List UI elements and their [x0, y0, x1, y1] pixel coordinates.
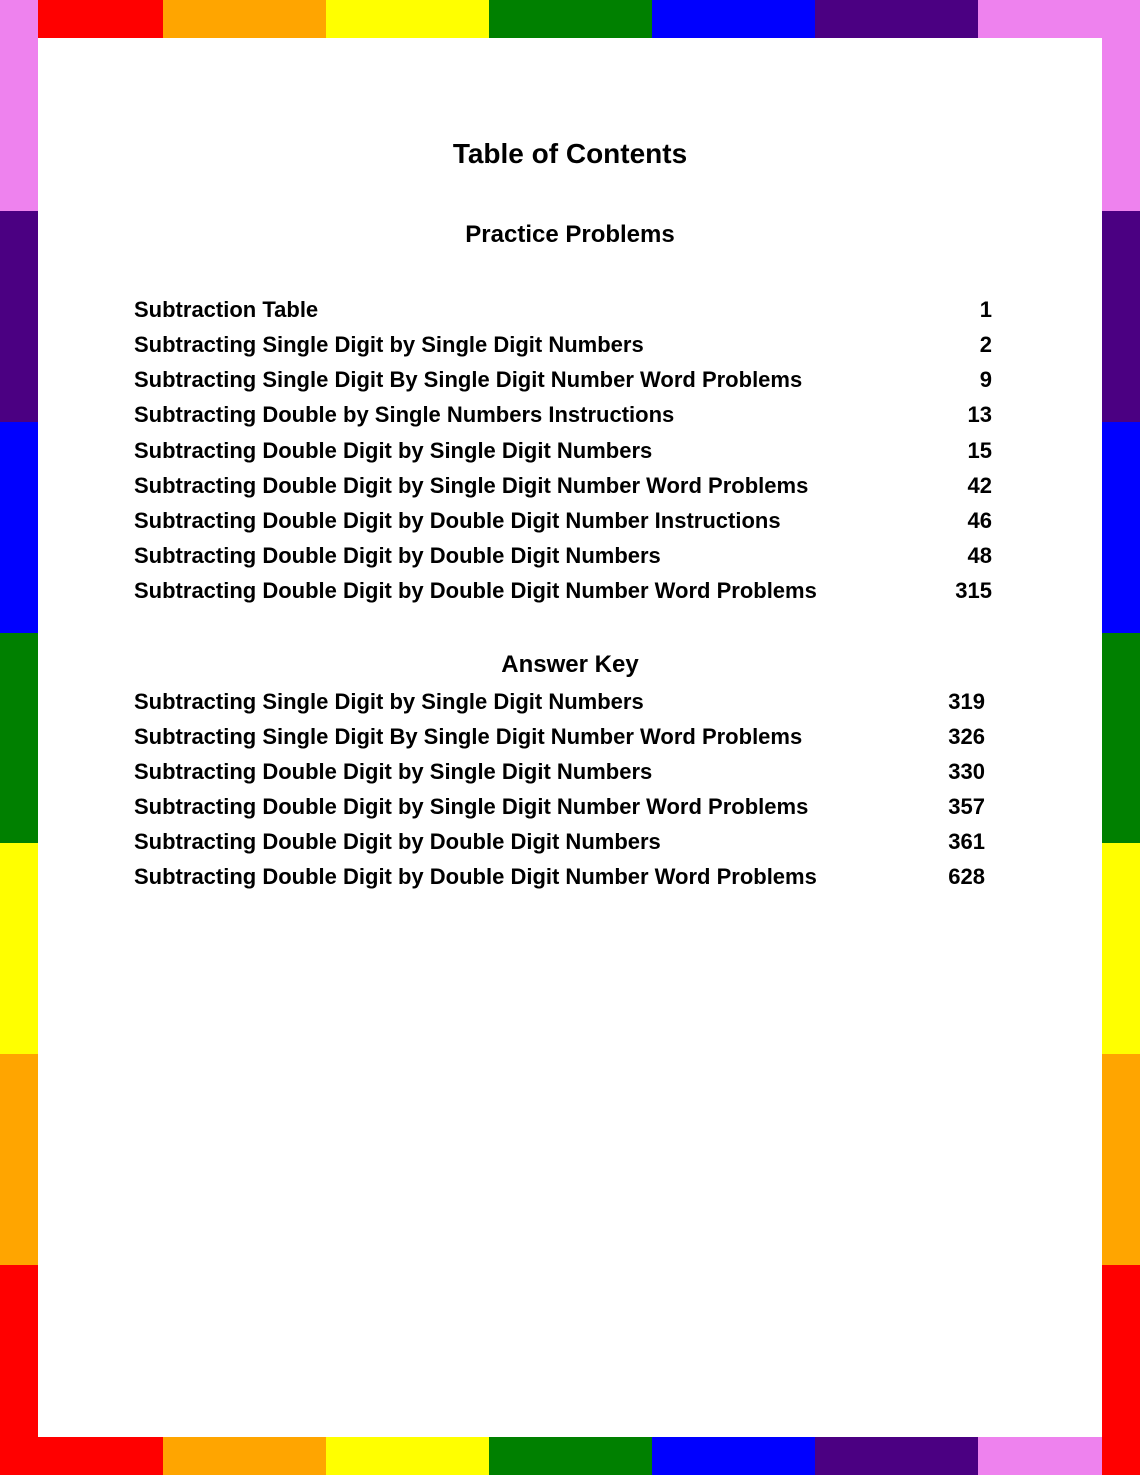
border-top-segment — [326, 0, 489, 38]
entry-title: Subtracting Double Digit by Double Digit Numbers — [134, 543, 661, 568]
entry-page-number: 13 — [967, 402, 992, 427]
toc-entry[interactable] — [134, 759, 985, 787]
entry-page-number: 1 — [979, 297, 992, 322]
border-left-segment — [0, 1054, 38, 1265]
toc-entry[interactable] — [134, 794, 985, 822]
entry-title: Subtracting Single Digit By Single Digit Number Word Problems — [134, 724, 803, 749]
toc-entry[interactable] — [134, 543, 992, 571]
entry-page-number: 315 — [955, 578, 992, 603]
entry-page-number: 2 — [979, 332, 992, 357]
entry-title: Subtracting Double by Single Numbers Instructions — [134, 402, 675, 427]
toc-entry[interactable] — [134, 473, 992, 501]
entry-page-number: 326 — [948, 724, 985, 749]
answer-key-heading: Answer Key — [501, 651, 639, 678]
toc-entry[interactable] — [134, 402, 992, 430]
border-left-segment — [0, 422, 38, 633]
border-bottom-segment — [163, 1437, 326, 1475]
entry-title: Subtracting Double Digit by Double Digit Number Instructions — [134, 508, 781, 533]
toc-entry[interactable] — [134, 297, 992, 325]
border-right-segment — [1102, 1265, 1140, 1475]
entry-title: Subtracting Double Digit by Double Digit Numbers — [134, 829, 661, 854]
border-right-segment — [1102, 843, 1140, 1054]
border-left-segment — [0, 1265, 38, 1475]
entry-title: Subtracting Double Digit by Single Digit Number Word Problems — [134, 473, 809, 498]
border-top-segment — [163, 0, 326, 38]
border-bottom-segment — [489, 1437, 652, 1475]
entry-title: Subtraction Table — [134, 297, 319, 322]
entry-title: Subtracting Single Digit by Single Digit Numbers — [134, 689, 644, 714]
entry-title: Subtracting Single Digit By Single Digit Number Word Problems — [134, 367, 803, 392]
entry-title: Subtracting Double Digit by Double Digit Number Word Problems — [134, 864, 817, 889]
entry-title: Subtracting Double Digit by Single Digit Numbers — [134, 759, 653, 784]
border-top-segment — [652, 0, 815, 38]
border-right-segment — [1102, 1054, 1140, 1265]
border-top-segment — [815, 0, 978, 38]
entry-title: Subtracting Single Digit by Single Digit Numbers — [134, 332, 644, 357]
border-bottom-segment — [652, 1437, 815, 1475]
entry-page-number: 319 — [948, 689, 985, 714]
toc-entry[interactable] — [134, 578, 992, 606]
entry-title: Subtracting Double Digit by Single Digit Number Word Problems — [134, 794, 809, 819]
border-left-segment — [0, 211, 38, 422]
entry-page-number: 48 — [967, 543, 992, 568]
toc-entry[interactable] — [134, 438, 992, 466]
border-left-segment — [0, 633, 38, 843]
toc-entry[interactable] — [134, 367, 992, 395]
page — [38, 38, 1102, 1437]
toc-entry[interactable] — [134, 332, 992, 360]
toc-entry[interactable] — [134, 864, 985, 892]
entry-page-number: 357 — [948, 794, 985, 819]
border-right-segment — [1102, 0, 1140, 211]
entry-page-number: 46 — [967, 508, 992, 533]
entry-page-number: 9 — [979, 367, 992, 392]
entry-page-number: 628 — [948, 864, 985, 889]
toc-entry[interactable] — [134, 829, 985, 857]
border-bottom-segment — [815, 1437, 978, 1475]
border-top-segment — [489, 0, 652, 38]
toc-entry[interactable] — [134, 689, 985, 717]
border-left-segment — [0, 843, 38, 1054]
toc-entry[interactable] — [134, 724, 985, 752]
entry-page-number: 42 — [967, 473, 992, 498]
practice-problems-heading: Practice Problems — [465, 221, 675, 248]
entry-page-number: 15 — [967, 438, 992, 463]
border-right-segment — [1102, 633, 1140, 843]
page-title: Table of Contents — [452, 138, 688, 169]
entry-page-number: 330 — [948, 759, 985, 784]
entry-title: Subtracting Double Digit by Double Digit Number Word Problems — [134, 578, 817, 603]
border-bottom-segment — [326, 1437, 489, 1475]
border-right-segment — [1102, 422, 1140, 633]
toc-entry[interactable] — [134, 508, 992, 536]
entry-page-number: 361 — [948, 829, 985, 854]
border-left-segment — [0, 0, 38, 211]
entry-title: Subtracting Double Digit by Single Digit Numbers — [134, 438, 653, 463]
border-right-segment — [1102, 211, 1140, 422]
